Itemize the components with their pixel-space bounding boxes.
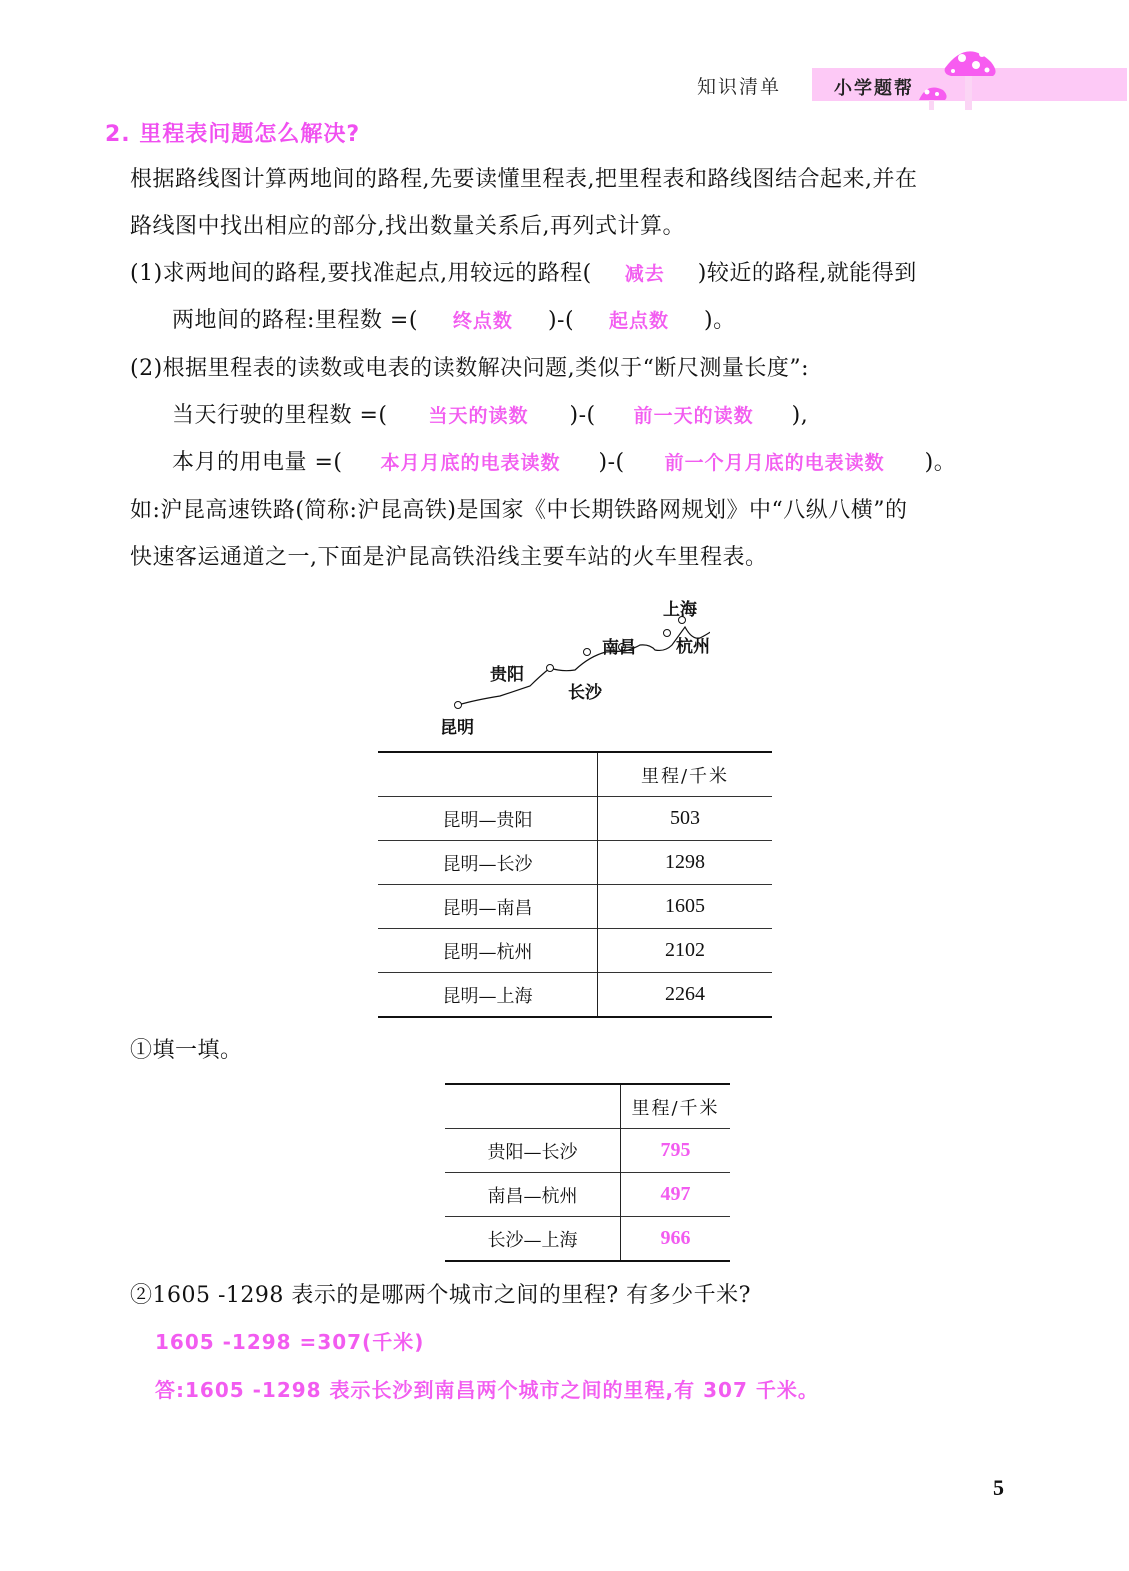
answer-blank: 终点数 (452, 310, 513, 332)
city-label-shanghai: 上海 (663, 600, 697, 620)
table-row (378, 841, 772, 885)
point2-line-1: (2)根据里程表的读数或电表的读数解决问题,类似于“断尺测量长度”: (130, 356, 810, 381)
mushroom-icon (915, 40, 1015, 112)
point2-line-2 (172, 402, 808, 430)
station-dot (547, 665, 554, 672)
station-dot (455, 702, 462, 709)
route-cell: 昆明—长沙 (378, 841, 598, 885)
distance-cell: 2102 (598, 929, 773, 973)
answer-statement: 答:1605 -1298 表示长沙到南昌两个城市之间的里程,有 307 千米。 (155, 1378, 819, 1402)
city-label-hangzhou: 杭州 (676, 637, 710, 657)
answer-blank: 前一天的读数 (633, 405, 754, 427)
table-header-cell: 里程/千米 (640, 765, 730, 787)
city-label-nanchang: 南昌 (602, 638, 636, 658)
distance-cell: 1298 (598, 841, 773, 885)
point2-line-3 (172, 449, 956, 477)
intro-line-1: 根据路线图计算两地间的路程,先要读懂里程表,把里程表和路线图结合起来,并在 (130, 167, 918, 192)
table-row (378, 973, 772, 1018)
answer-blank: 起点数 (609, 310, 670, 332)
city-label-changsha: 长沙 (568, 683, 602, 703)
question2-label: ②1605 -1298 表示的是哪两个城市之间的里程? 有多少千米? (130, 1283, 751, 1308)
intro-line-2: 路线图中找出相应的部分,找出数量关系后,再列式计算。 (130, 214, 685, 239)
table-row (378, 797, 772, 841)
page-number: 5 (993, 1475, 1004, 1500)
table-header-row (445, 1084, 730, 1129)
station-dot (584, 649, 591, 656)
distance-cell: 2264 (598, 973, 773, 1018)
answer-blank: 减去 (624, 263, 665, 285)
brand-label: 小学题帮 (834, 78, 914, 99)
table-row (445, 1173, 730, 1217)
city-label-guiyang: 贵阳 (490, 665, 524, 685)
formula-end: ), (791, 403, 809, 428)
section-title: 2. 里程表问题怎么解决? (105, 122, 361, 147)
example-line-1: 如:沪昆高速铁路(简称:沪昆高铁)是国家《中长期铁路网规划》中“八纵八横”的 (130, 498, 908, 523)
answer-cell: 497 (621, 1173, 731, 1217)
formula-operator: )-( (547, 308, 575, 333)
route-cell: 南昌—杭州 (445, 1173, 621, 1217)
fill-in-table (445, 1083, 730, 1262)
point1-line-1 (130, 260, 917, 288)
example-line-2: 快速客运通道之一,下面是沪昆高铁沿线主要车站的火车里程表。 (130, 545, 768, 570)
answer-blank: 前一个月月底的电表读数 (664, 452, 885, 474)
answer-cell: 966 (621, 1217, 731, 1262)
formula-end: )。 (704, 308, 736, 333)
route-cell: 贵阳—长沙 (445, 1129, 621, 1173)
answer-cell: 795 (621, 1129, 731, 1173)
answer-blank: 本月月底的电表读数 (380, 452, 561, 474)
table-row (445, 1217, 730, 1262)
formula-operator: )-( (598, 450, 625, 475)
route-cell: 昆明—上海 (378, 973, 598, 1018)
route-cell: 昆明—南昌 (378, 885, 598, 929)
point1-text: )较近的路程,就能得到 (697, 261, 917, 286)
distance-cell: 1605 (598, 885, 773, 929)
mileage-table (378, 751, 772, 1018)
route-cell: 昆明—杭州 (378, 929, 598, 973)
question1-label: ①填一填。 (130, 1038, 243, 1063)
section-label: 知识清单 (697, 76, 782, 98)
answer-blank: 当天的读数 (428, 405, 529, 427)
answer-calculation: 1605 -1298 =307(千米) (155, 1330, 425, 1354)
formula-label: 当天行驶的里程数 =( (172, 403, 388, 428)
formula-label: 两地间的路程:里程数 =( (172, 308, 418, 333)
table-header-cell: 里程/千米 (631, 1097, 720, 1119)
point1-text: (1)求两地间的路程,要找准起点,用较远的路程( (130, 261, 592, 286)
table-row (378, 929, 772, 973)
point1-line-2 (172, 307, 736, 335)
table-row (378, 885, 772, 929)
city-label-kunming: 昆明 (440, 718, 474, 738)
table-header-cell (445, 1084, 621, 1129)
formula-label: 本月的用电量 =( (172, 450, 343, 475)
table-header-cell (378, 752, 598, 797)
distance-cell: 503 (598, 797, 773, 841)
formula-end: )。 (924, 450, 957, 475)
station-dot (664, 630, 671, 637)
table-header-row (378, 752, 772, 797)
table-row (445, 1129, 730, 1173)
route-cell: 昆明—贵阳 (378, 797, 598, 841)
route-cell: 长沙—上海 (445, 1217, 621, 1262)
formula-operator: )-( (569, 403, 596, 428)
